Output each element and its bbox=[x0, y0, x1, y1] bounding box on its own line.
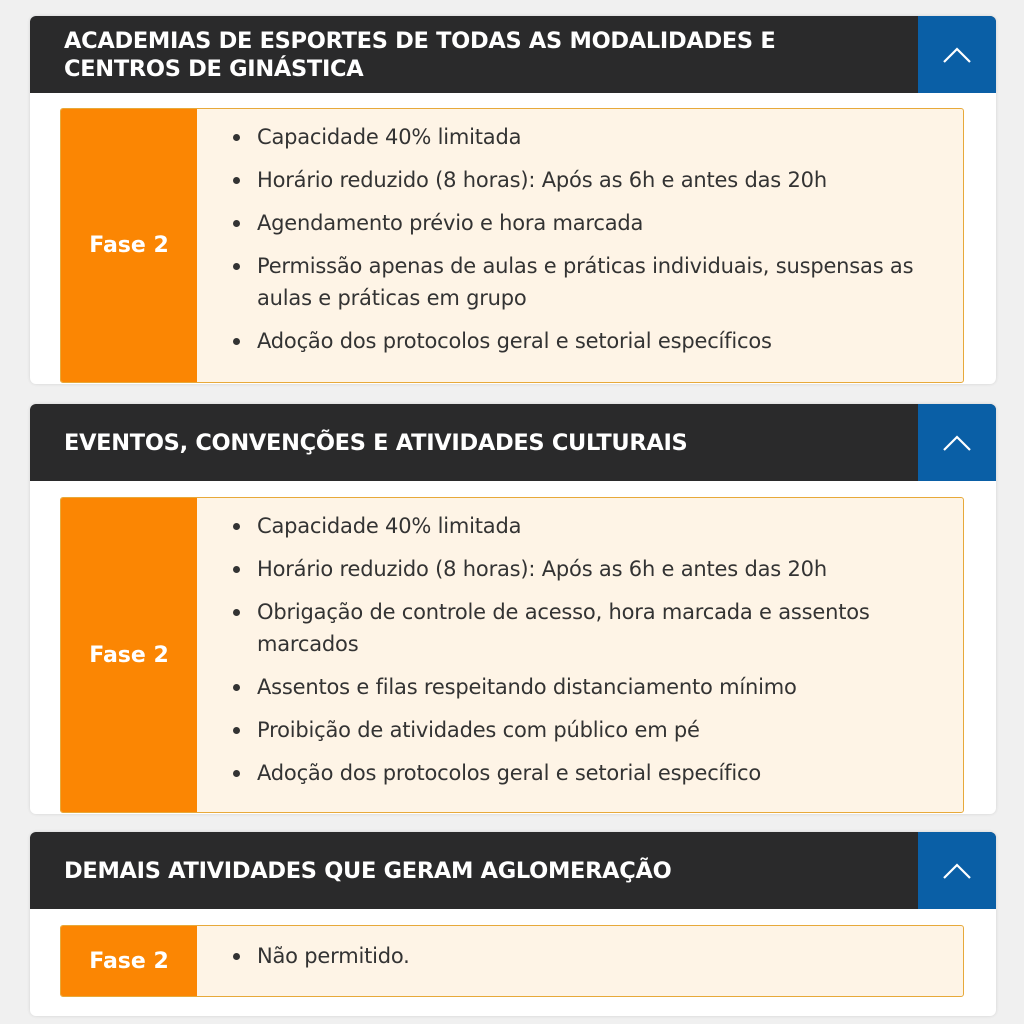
list-item: Adoção dos protocolos geral e setorial específicos bbox=[257, 325, 943, 357]
list-item: Capacidade 40% limitada bbox=[257, 510, 943, 542]
list-item: Horário reduzido (8 horas): Após as 6h e antes das 20h bbox=[257, 164, 943, 196]
rules-list bbox=[197, 109, 963, 382]
list-item: Adoção dos protocolos geral e setorial específico bbox=[257, 757, 943, 789]
accordion-header[interactable] bbox=[30, 832, 996, 909]
accordion-panel-academias bbox=[30, 16, 996, 384]
collapse-button[interactable] bbox=[918, 832, 996, 909]
list-item: Obrigação de controle de acesso, hora marcada e assentos marcados bbox=[257, 596, 943, 660]
panel-title: EVENTOS, CONVENÇÕES E ATIVIDADES CULTURAIS bbox=[64, 429, 688, 456]
accordion-panel-demais bbox=[30, 832, 996, 1016]
chevron-up-icon bbox=[942, 46, 972, 64]
panel-title: DEMAIS ATIVIDADES QUE GERAM AGLOMERAÇÃO bbox=[64, 857, 672, 884]
collapse-button[interactable] bbox=[918, 16, 996, 93]
phase-label: Fase 2 bbox=[61, 926, 197, 996]
rules-list bbox=[197, 498, 963, 812]
chevron-up-icon bbox=[942, 434, 972, 452]
chevron-up-icon bbox=[942, 862, 972, 880]
accordion-panel-eventos bbox=[30, 404, 996, 814]
list-item: Capacidade 40% limitada bbox=[257, 121, 943, 153]
list-item: Horário reduzido (8 horas): Após as 6h e antes das 20h bbox=[257, 553, 943, 585]
collapse-button[interactable] bbox=[918, 404, 996, 481]
phase-box bbox=[60, 925, 964, 997]
list-item: Assentos e filas respeitando distanciamento mínimo bbox=[257, 671, 943, 703]
list-item: Não permitido. bbox=[257, 940, 943, 972]
panel-title: ACADEMIAS DE ESPORTES DE TODAS AS MODALIDADES E CENTROS DE GINÁSTICA bbox=[64, 27, 776, 82]
list-item: Agendamento prévio e hora marcada bbox=[257, 207, 943, 239]
accordion-header[interactable] bbox=[30, 404, 996, 481]
list-item: Proibição de atividades com público em pé bbox=[257, 714, 943, 746]
accordion-header[interactable] bbox=[30, 16, 996, 93]
rules-list bbox=[197, 926, 963, 996]
phase-box bbox=[60, 108, 964, 383]
phase-label: Fase 2 bbox=[61, 109, 197, 382]
phase-label: Fase 2 bbox=[61, 498, 197, 812]
list-item: Permissão apenas de aulas e práticas individuais, suspensas as aulas e práticas em grupo bbox=[257, 250, 943, 314]
phase-box bbox=[60, 497, 964, 813]
